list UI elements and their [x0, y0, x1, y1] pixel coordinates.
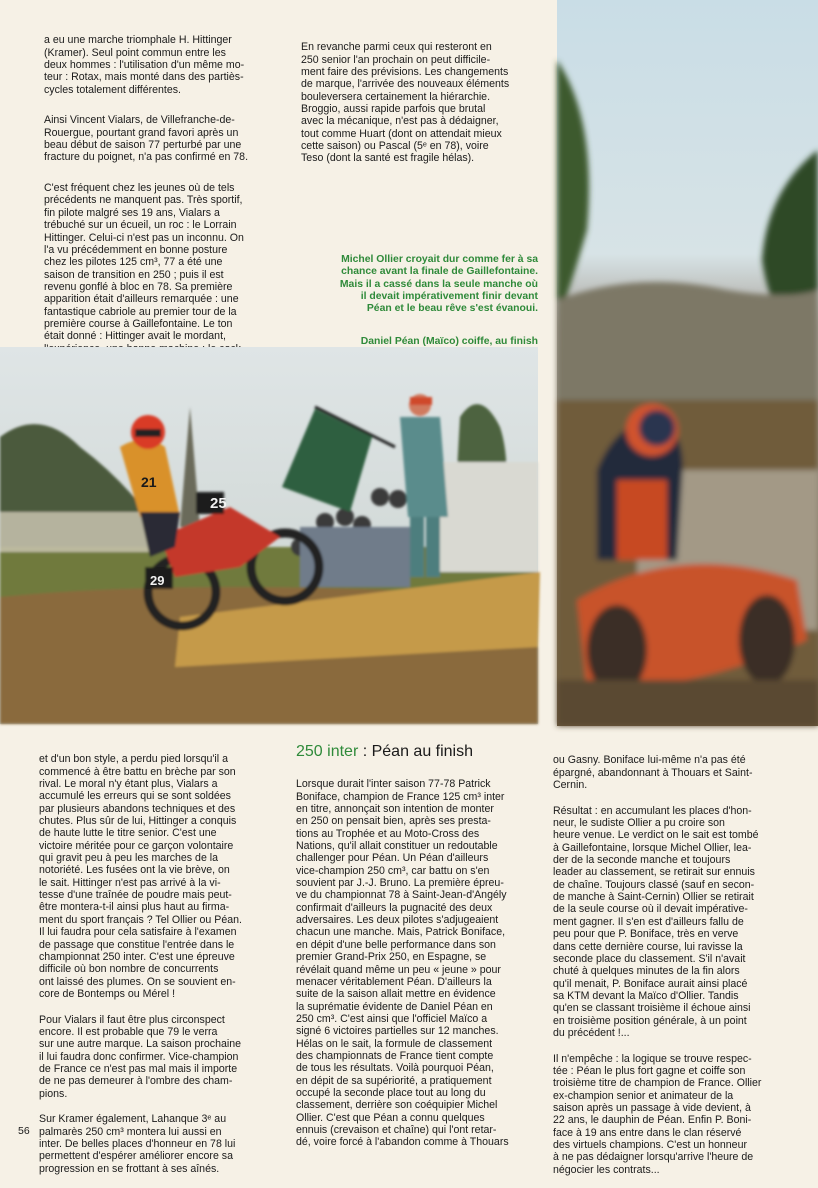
- photo-right-illustration: [557, 0, 818, 726]
- section-title-rest: : Péan au finish: [358, 743, 474, 760]
- paragraph: Lorsque durait l'inter saison 77-78 Patrick Boniface, champion de France 125 cm³ inter en titre, annonçait son intention de monter en 250 on pensait bien, après ses presta- tions au Trophée et au Moto-Cross des Nations, qu'il allait constituer un redoutable challenger pour Péan. Un Péan d'ailleurs vice-champion 250 cm³, car battu on s'en souvient par J.-J. Bruno. La première épreu- ve du championnat 78 à Saint-Jean-d'Angély confirmait d'ailleurs la pugnacité des deux adversaires. Les deux pilotes s'adjugeaient chacun une manche. Mais, Patrick Boniface, en dépit d'une belle performance dans son premier Grand-Prix 250, en Espagne, se révélait quand même un peu « jeune » pour menacer véritablement Péan. D'ailleurs la suite de la saison allait mettre en évidence la suprématie évidente de Daniel Péan en 250 cm³. C'est ainsi que l'officiel Maïco a signé 6 victoires partielles sur 12 manches. Hélas on le sait, la formule de classement des championnats de France tient compte de tous les résultats. Voilà pourquoi Péan, en dépit de sa supériorité, a pratiquement occupé la seconde place tout au long du classement, derrière son coéquipier Michel Ollier. C'est que Péan a connu quelques ennuis (crevaison et chaîne) qui l'ont retar- dé, voire forcé à l'abandon comme à Thouars: [296, 778, 509, 1149]
- column-bottom-left: [39, 741, 278, 1175]
- paragraph: Ainsi Vincent Vialars, de Villefranche-de- Rouergue, pourtant grand favori après un beau début de saison 77 perturbé par une fracture du poignet, n'a pas confirmé en 78.: [44, 114, 249, 164]
- column-top-left: [44, 22, 284, 343]
- paragraph: C'est fréquent chez les jeunes où de tels précédents ne manquent pas. Très sportif, fin pilote malgré ses 19 ans, Vialars a trébuché sur un écueil, un roc : le Lorrain Hittinger. Celui-ci n'est pas un inconnu. On l'a vu précédemment en bonne posture chez les pilotes 125 cm³, 77 a été une saison de transition en 250 ; puis il est revenu gonflé à bloc en 78. Sa première apparition était d'ailleurs remarquée : une fantastique cabriole au premier tour de la première course à Gaillefontaine. Le ton était donné : Hittinger avait le mordant,: [44, 182, 244, 343]
- paragraph: Sur Kramer également, Lahanque 3ᵉ au palmarès 250 cm³ montera lui aussi en inter. De belles places d'honneur en 78 lui permettent d'espérer améliorer encore sa progression en se frottant à ses aînés.: [39, 1113, 236, 1175]
- caption-pean: Daniel Péan (Maïco) coiffe, au finish: [360, 336, 538, 348]
- bike-number-side: 29: [150, 573, 165, 588]
- section-title: [296, 742, 473, 762]
- paragraph: et d'un bon style, a perdu pied lorsqu'il a commencé à être battu en brèche par son rival. Le moral n'y étant plus, Vialars a accumulé les erreurs qui se sont soldées par plusieurs abandons techniques et des chutes. Plus sûr de lui, Hittinger a conquis de haute lutte le titre senior. C'est une victoire méritée pour ce garçon volontaire qui gravit peu à peu les marches de la notoriété. Les fusées ont la vie brève, on le sait. Hittinger n'est pas arrivé à la vi- tesse d'une traînée de poudre mais peut- être montera-t-il ainsi plus haut au firma- ment du sport français ? Tel Ollier ou Péan. Il lui faudra pour cela satisfaire à l'examen de passage que constitue l'entrée dans le championnat 250 inter. C'est une épreuve difficile où bon nombre de concurrents ont laissé des plumes. On se souvient en- core de Bontemps ou Mérel !: [39, 753, 242, 1000]
- paragraph: Résultat : en accumulant les places d'hon- neur, le sudiste Ollier a pu croire son heure venue. Le verdict on le sait est tombé à Gaillefontaine, lorsque Michel Ollier, lea- der de la seconde manche et toujours leader au classement, se retirait sur ennuis de chaîne. Toujours classé (sauf en secon- de manche à Saint-Cernin) Ollier se retirait de la seule course où il devait impérative- ment gagner. Il s'en est d'ailleurs fallu de peu pour que P. Boniface, très en verve dans cette dernière course, lui ravisse la seconde place du classement. S'il n'avait chuté à quelques minutes de la fin alors qu'il menait, P. Boniface aurait ainsi placé sa KTM devant la Maïco d'Ollier. Tandis qu'en se classant troisième il échoue ainsi en troisième position générale, à un point du précédent !...: [553, 804, 759, 1039]
- column-top-middle: [301, 29, 541, 165]
- photo-right-rider: [557, 0, 818, 726]
- paragraph: En revanche parmi ceux qui resteront en 250 senior l'an prochain on peut difficile- ment faire des prévisions. Les changements de marque, l'arrivée des nouveaux éléments bouleversera certainement la hiérarchie. Broggio, aussi rapide parfois que brutal avec la mécanique, n'est pas à dédaigner, tout comme Huart (dont on attendait mieux cette saison) ou Pascal (5ᵉ en 78), voire Teso (dont la santé est fragile hélas).: [301, 41, 510, 165]
- paragraph: a eu une marche triomphale H. Hittinger (Kramer). Seul point commun entre les deux hommes : l'utilisation d'un même mo- teur : Rotax, mais monté dans des partiès- cycles totalement différentes.: [44, 34, 245, 96]
- bike-number-front: 25: [210, 495, 227, 512]
- photo-main-motocross: [0, 347, 538, 724]
- rider-number: 21: [141, 474, 157, 490]
- page-number: 56: [18, 1125, 30, 1137]
- paragraph: ou Gasny. Boniface lui-même n'a pas été épargné, abandonnant à Thouars et Saint- Cernin.: [553, 754, 753, 792]
- section-title-accent: 250 inter: [296, 743, 359, 760]
- caption-ollier: Michel Ollier croyait dur comme fer à sa chance avant la finale de Gaillefontaine. Mais il a cassé dans la seule manche où il devait impérativement finir devant Péan et le beau rêve s'est évanoui.: [339, 254, 538, 315]
- column-bottom-middle: [296, 766, 536, 1149]
- paragraph: Pour Vialars il faut être plus circonspect encore. Il est probable que 79 le verra sur une autre marque. La saison prochaine il lui faudra donc confirmer. Vice-champion de France ce n'est pas mal mais il importe de ne pas demeurer à l'ombre des cham- pions.: [39, 1013, 241, 1100]
- photo-main-illustration: [0, 347, 538, 724]
- column-bottom-right: [553, 742, 794, 1176]
- paragraph: Il n'empêche : la logique se trouve respec- tée : Péan le plus fort gagne et coiffe son troisième titre de champion de France. Ollier ex-champion senior et animateur de la saison après un passage à vide devient, à 22 ans, le dauphin de Péan. Enfin P. Boni- face à 19 ans entre dans le clan réservé des virtuels champions. C'est un honneur à ne pas dédaigner lorsqu'arrive l'heure de négocier les contrats...: [553, 1052, 762, 1176]
